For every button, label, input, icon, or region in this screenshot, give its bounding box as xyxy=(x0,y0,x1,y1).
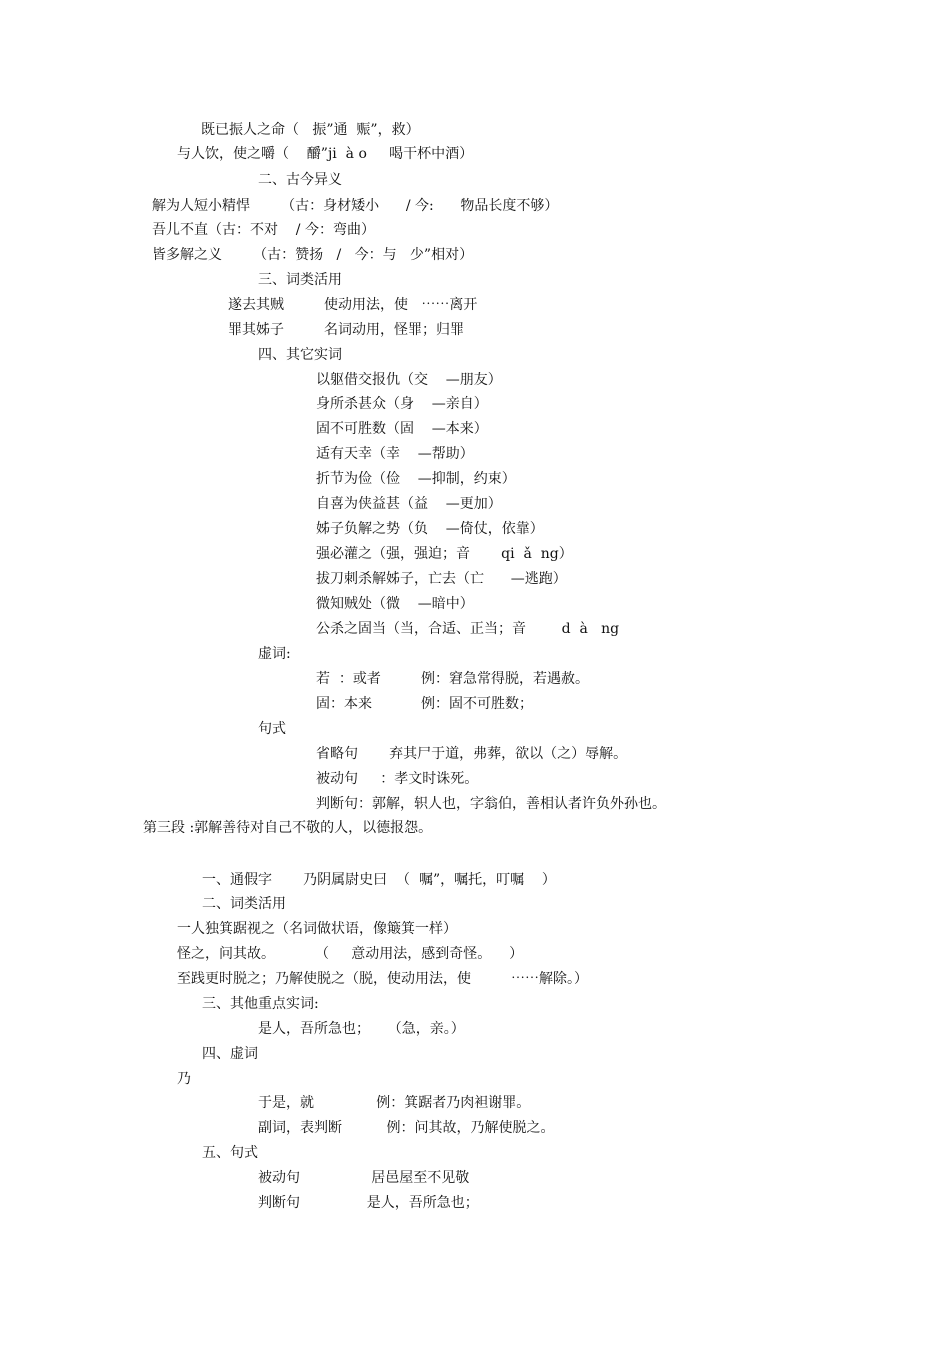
text-line-26: 省略句 弃其尸于道，弗葬，欲以（之）辱解。 xyxy=(316,746,628,762)
text-line-11: 以躯借交报仇（交 —朋友） xyxy=(316,372,502,388)
heading-xuci-2: 四、虚词 xyxy=(202,1046,258,1062)
text-line-42: 被动句 居邑屋至不见敬 xyxy=(258,1170,470,1186)
heading-qita-shici: 四、其它实词 xyxy=(258,347,342,363)
text-line-1: 既已振人之命（ 振”通 赈”，救） xyxy=(201,122,420,138)
text-line-17: 姊子负解之势（负 —倚仗，依靠） xyxy=(316,521,544,537)
text-line-34: 至践更时脱之；乃解使脱之（脱，使动用法，使 ⋯⋯解除。） xyxy=(177,971,589,987)
heading-zhongdian-shici: 三、其他重点实词: xyxy=(202,996,319,1012)
text-line-24: 固：本来 例：固不可胜数； xyxy=(316,696,533,712)
text-line-30: 一、通假字 乃阴属尉史曰 （ 嘱”，嘱托，叮嘱 ） xyxy=(202,872,556,888)
text-line-8: 遂去其贼 使动用法，使 ⋯⋯离开 xyxy=(228,297,478,313)
text-line-32: 一人独箕踞视之（名词做状语，像簸箕一样） xyxy=(177,921,457,937)
text-line-21: 公杀之固当（当，合适、正当；音 d à ng xyxy=(316,621,620,637)
text-line-43: 判断句 是人，吾所急也； xyxy=(258,1195,479,1211)
heading-jushi: 句式 xyxy=(258,721,286,737)
text-line-16: 自喜为侠益甚（益 —更加） xyxy=(316,496,502,512)
text-line-28: 判断句：郭解，轵人也，字翁伯，善相认者许负外孙也。 xyxy=(316,796,666,812)
text-line-13: 固不可胜数（固 —本来） xyxy=(316,421,488,437)
text-line-40: 副词，表判断 例：问其故，乃解使脱之。 xyxy=(258,1120,555,1136)
heading-cilei-huoyong: 三、词类活用 xyxy=(258,272,342,288)
text-line-36: 是人，吾所急也； （急，亲。） xyxy=(258,1021,465,1037)
text-line-9: 罪其姊子 名词动用，怪罪；归罪 xyxy=(228,322,465,338)
text-line-5: 吾儿不直（古：不对 / 今：弯曲） xyxy=(152,222,375,238)
text-line-38: 乃 xyxy=(177,1071,191,1087)
heading-gujin-yiyi: 二、古今异义 xyxy=(258,172,342,188)
heading-xuci: 虚词: xyxy=(258,646,291,662)
text-line-33: 怪之，问其故。 （ 意动用法，感到奇怪。 ） xyxy=(177,946,524,962)
text-line-2: 与人饮，使之嚼（ 釂”ji à o 喝干杯中酒） xyxy=(177,146,474,162)
text-line-6: 皆多解之义 （古：赞扬 / 今：与 少”相对） xyxy=(152,247,474,263)
text-line-18: 强必灌之（强，强迫；音 qi ǎ ng） xyxy=(316,546,573,562)
text-line-20: 微知贼处（微 —暗中） xyxy=(316,596,474,612)
text-line-4: 解为人短小精悍 （古：身材矮小 / 今: 物品长度不够） xyxy=(152,198,559,214)
text-line-14: 适有天幸（幸 —帮助） xyxy=(316,446,474,462)
heading-cilei-huoyong-2: 二、词类活用 xyxy=(202,896,286,912)
text-line-12: 身所杀甚众（身 —亲自） xyxy=(316,396,488,412)
section-heading-3: 第三段 :郭解善待对自己不敬的人，以德报怨。 xyxy=(143,820,433,836)
heading-jushi-2: 五、句式 xyxy=(202,1145,258,1161)
text-line-19: 拔刀刺杀解姊子，亡去（亡 —逃跑） xyxy=(316,571,567,587)
text-line-23: 若 ：或者 例：窘急常得脱，若遇赦。 xyxy=(316,671,589,687)
text-line-15: 折节为俭（俭 —抑制，约束） xyxy=(316,471,516,487)
text-line-39: 于是，就 例：箕踞者乃肉袒谢罪。 xyxy=(258,1095,531,1111)
text-line-27: 被动句 ：孝文时诛死。 xyxy=(316,771,479,787)
